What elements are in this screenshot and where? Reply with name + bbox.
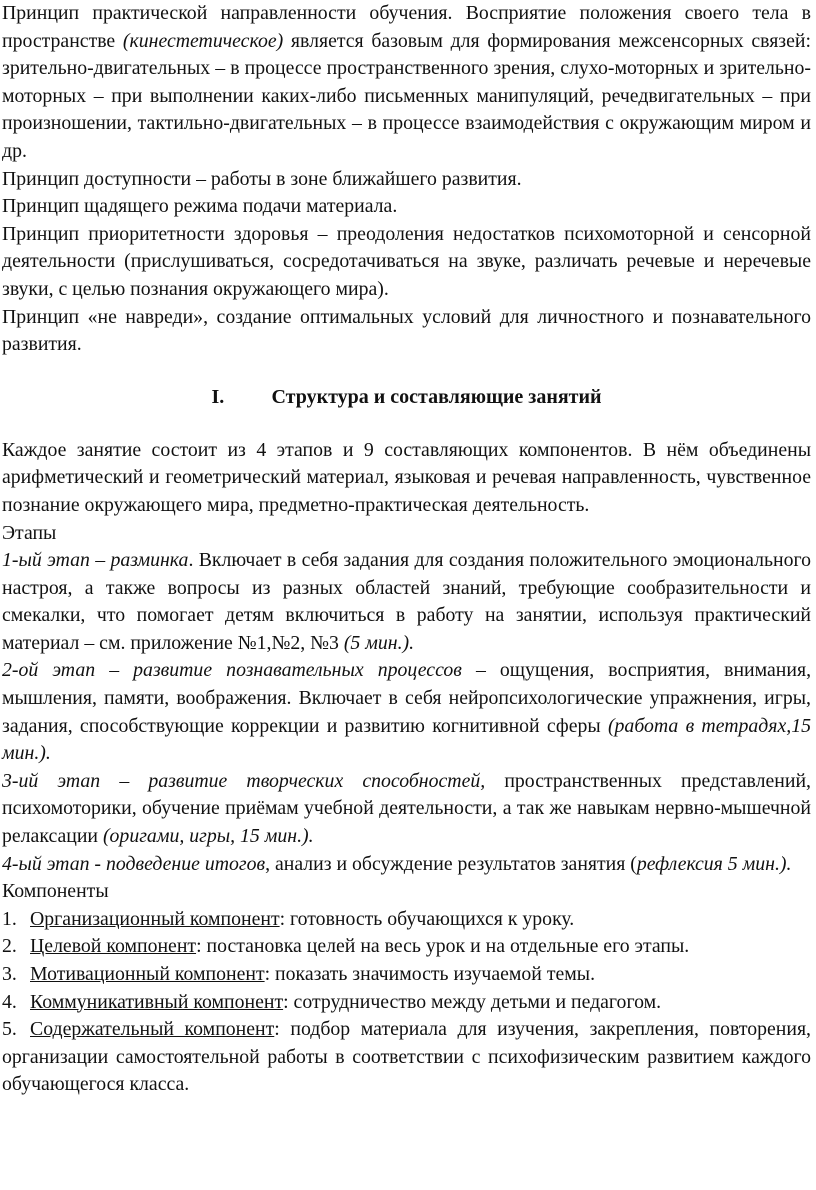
stage-item [2,768,811,851]
component-item [2,961,811,989]
stages-label: Этапы [2,521,57,544]
component-name: Организационный компонент [30,907,280,930]
stage-title: 4-ый этап - подведение итогов [2,852,266,875]
component-name: Целевой компонент [30,935,197,958]
component-text: : сотрудничество между детьми и педагогом. [283,990,662,1013]
stage-note: рефлексия 5 мин.) [636,852,787,875]
component-item [2,906,811,934]
paragraph-practical-principle [2,0,811,166]
component-item [2,933,811,961]
stage-text: пространственных представлений, психомоторики, обучение приёмам учебной деятельности, а так же навыкам нервно-мышечной релаксации [2,769,811,848]
stage-text: – ощущения, восприятия, внимания, мышления, памяти, воображения. Включает в себя нейропсихологические упражнения, игры, задания, способствующие коррекции и развитию когнитивной сферы [2,659,812,737]
component-name: Мотивационный компонент [30,963,265,985]
component-text: : постановка целей на весь урок и на отдельные его этапы. [196,935,690,958]
stage-item [2,851,811,879]
stage-end: . [409,631,415,654]
component-text: : готовность обучающихся к уроку. [279,907,575,930]
component-item [2,989,811,1017]
component-number: 4. [2,990,17,1013]
stage-item [2,657,811,767]
intro-paragraph: Каждое занятие состоит из 4 этапов и 9 составляющих компонентов. В нём объединены арифметический и геометрический материал, языковая и речевая направленность, чувственное познание окружающего мира, предметно-практическая деятельность. [2,438,811,516]
component-number: 5. [2,1018,17,1041]
components-label: Компоненты [2,880,109,903]
p1-text-c: является базовым для формирования межсенсорных связей: зрительно-двигательных – в процессе пространственного зрения, слухо-моторных и зрительно-моторных – при выполнении каких-либо письменных манипуляций, речедвигательных – при произношении, тактильно-двигательных – в процессе взаимодействия с окружающим миром и др. [2,29,811,162]
stage-text: . Включает в себя задания для создания положительного эмоционального настроя, а также вопросы из разных областей знаний, требующие сообразительности и смекалки, что помогает детям включиться в работу на занятии, используя практический материал – см. приложение №1,№2, №3 [2,549,811,654]
component-name: Коммуникативный компонент [30,990,284,1013]
component-item [2,1016,811,1099]
section-number: I. [211,385,225,408]
stage-title: 3-ий этап – развитие творческих способностей, [2,769,486,792]
stage-title: 1-ый этап – разминка [2,549,189,572]
section-title: Структура и составляющие занятий [271,385,602,408]
stage-title: 2-ой этап – развитие познавательных процессов [2,659,462,682]
components-list [2,906,811,1099]
paragraph-health-priority-principle: Принцип приоритетности здоровья – преодоления недостатков психомоторной и сенсорной деятельности (прислушиваться, сосредотачиваться на звуке, различать речевые и неречевые звуки, с целью познания окружающего мира). [2,222,811,300]
stage-note: (оригами, игры, 15 мин.) [102,825,309,848]
component-number: 2. [2,935,17,958]
paragraph-accessibility-principle: Принцип доступности – работы в зоне ближайшего развития. [2,167,522,190]
stage-end: . [45,742,51,765]
stage-item [2,547,811,657]
stage-text: , анализ и обсуждение результатов занятия ( [265,852,637,875]
stage-note: (работа в тетрадях,15 мин.) [2,714,811,765]
paragraph-gentle-mode-principle: Принцип щадящего режима подачи материала. [2,195,398,218]
stage-end: . [308,825,314,848]
component-text: : подбор материала для изучения, закрепления, повторения, организации самостоятельной работы в соответствии с психофизическим развитием каждого обучающегося класса. [2,1018,811,1096]
component-name: Содержательный компонент [30,1018,275,1041]
p1-italic: (кинестетическое) [122,29,284,52]
component-number: 1. [2,907,17,930]
stage-end: . [786,852,792,875]
component-text: : показать значимость изучаемой темы. [264,963,596,985]
component-number: 3. [2,963,17,985]
paragraph-do-no-harm-principle: Принцип «не навреди», создание оптимальных условий для личностного и познавательного развития. [2,305,811,356]
p1-text-a: Принцип практической направленности обучения. Восприятие положения своего тела в пространстве [2,2,811,52]
stage-note: (5 мин.) [343,631,410,654]
section-heading [2,359,811,437]
